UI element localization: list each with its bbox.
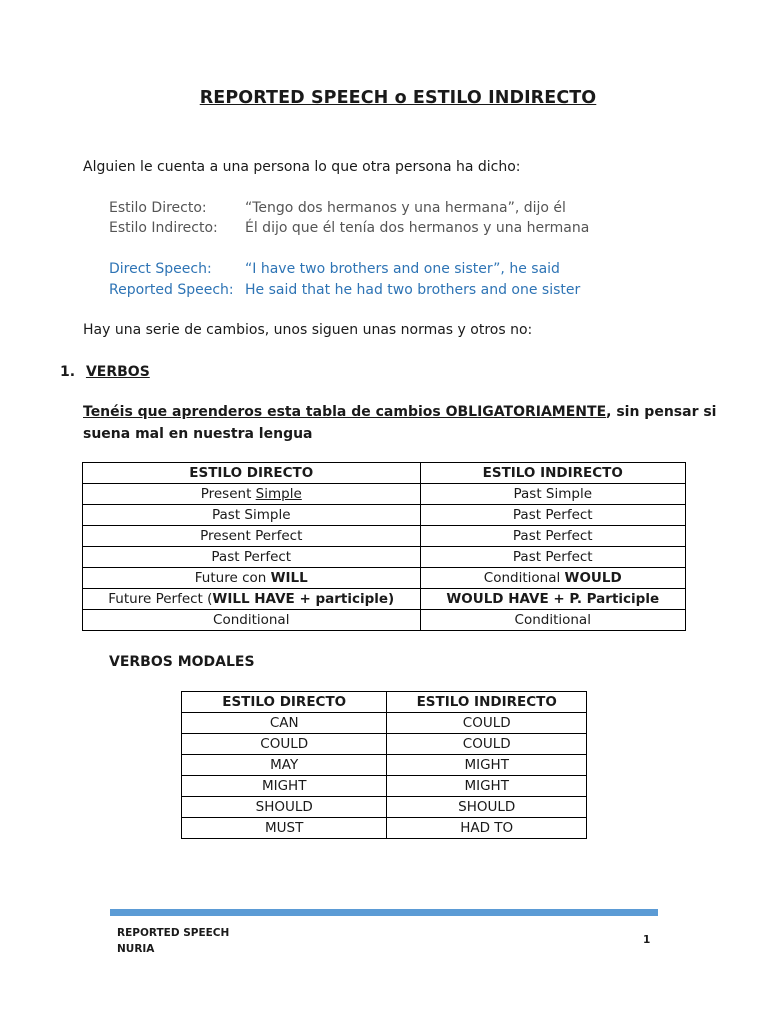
table-row	[182, 797, 587, 818]
cell-direct: Future Perfect (WILL HAVE + participle)	[83, 589, 421, 610]
cell-direct: Conditional	[83, 610, 421, 631]
cell-direct: Present Simple	[83, 484, 421, 505]
cell-indirect: COULD	[387, 734, 587, 755]
cell-indirect: MIGHT	[387, 776, 587, 797]
cell-indirect: Past Perfect	[420, 505, 686, 526]
cell-direct: Future con WILL	[83, 568, 421, 589]
table-row	[182, 755, 587, 776]
cell-direct: MUST	[182, 818, 387, 839]
page-title: REPORTED SPEECH o ESTILO INDIRECTO	[199, 88, 597, 108]
footer-line-2: NURIA	[117, 943, 155, 955]
spanish-indirect-line	[109, 218, 589, 238]
cell-direct: MAY	[182, 755, 387, 776]
cell-indirect: Conditional	[420, 610, 686, 631]
cell-indirect: Conditional WOULD	[420, 568, 686, 589]
footer-line-1: REPORTED SPEECH	[117, 927, 230, 939]
table-row	[83, 526, 686, 547]
page-number: 1	[643, 934, 651, 946]
cell-indirect: MIGHT	[387, 755, 587, 776]
modals-heading: VERBOS MODALES	[109, 654, 255, 670]
instruction-underlined: Tenéis que aprenderos esta tabla de cambios OBLIGATORIAMENTE	[83, 404, 607, 420]
table-row	[83, 568, 686, 589]
cell-direct: MIGHT	[182, 776, 387, 797]
table-row	[83, 505, 686, 526]
header-direct: ESTILO DIRECTO	[83, 463, 421, 484]
spanish-direct-line	[109, 198, 566, 218]
english-reported-line	[109, 280, 580, 300]
section-title: VERBOS	[85, 364, 150, 380]
header-direct: ESTILO DIRECTO	[182, 692, 387, 713]
spanish-direct-text: “Tengo dos hermanos y una hermana”, dijo él	[245, 200, 566, 216]
instruction-paragraph	[83, 402, 717, 444]
cell-indirect: SHOULD	[387, 797, 587, 818]
section-heading-verbos	[60, 362, 150, 382]
spanish-direct-label: Estilo Directo:	[109, 200, 207, 216]
english-direct-line	[109, 259, 560, 279]
english-direct-label: Direct Speech:	[109, 261, 212, 277]
cell-direct: Past Simple	[83, 505, 421, 526]
english-reported-label: Reported Speech:	[109, 282, 234, 298]
cell-indirect: Past Perfect	[420, 547, 686, 568]
table-header-row	[182, 692, 587, 713]
table-row	[182, 776, 587, 797]
instruction-line-1	[83, 402, 717, 422]
table-row	[83, 547, 686, 568]
section-number: 1.	[60, 364, 76, 380]
cell-indirect: WOULD HAVE + P. Participle	[420, 589, 686, 610]
cell-indirect: COULD	[387, 713, 587, 734]
cell-indirect: Past Simple	[420, 484, 686, 505]
footer-text	[117, 925, 229, 957]
spanish-indirect-label: Estilo Indirecto:	[109, 220, 218, 236]
intro-text: Alguien le cuenta a una persona lo que otra persona ha dicho:	[83, 159, 521, 175]
table-row	[182, 734, 587, 755]
verbs-table	[82, 462, 686, 631]
cell-direct: Present Perfect	[83, 526, 421, 547]
table-row	[83, 589, 686, 610]
header-indirect: ESTILO INDIRECTO	[420, 463, 686, 484]
cell-direct: COULD	[182, 734, 387, 755]
cell-direct: CAN	[182, 713, 387, 734]
cell-indirect: Past Perfect	[420, 526, 686, 547]
cell-direct: Past Perfect	[83, 547, 421, 568]
table-row	[182, 713, 587, 734]
footer-divider	[110, 909, 658, 916]
english-reported-text: He said that he had two brothers and one sister	[245, 282, 581, 298]
cell-direct: SHOULD	[182, 797, 387, 818]
header-indirect: ESTILO INDIRECTO	[387, 692, 587, 713]
instruction-rest: , sin pensar si	[606, 404, 717, 420]
table-header-row	[83, 463, 686, 484]
instruction-line-2: suena mal en nuestra lengua	[83, 426, 313, 442]
modals-table	[181, 691, 587, 839]
changes-text: Hay una serie de cambios, unos siguen unas normas y otros no:	[83, 322, 533, 338]
spanish-indirect-text: Él dijo que él tenía dos hermanos y una hermana	[245, 220, 590, 236]
cell-indirect: HAD TO	[387, 818, 587, 839]
table-row	[83, 610, 686, 631]
english-direct-text: “I have two brothers and one sister”, he said	[245, 261, 560, 277]
table-row	[83, 484, 686, 505]
table-row	[182, 818, 587, 839]
